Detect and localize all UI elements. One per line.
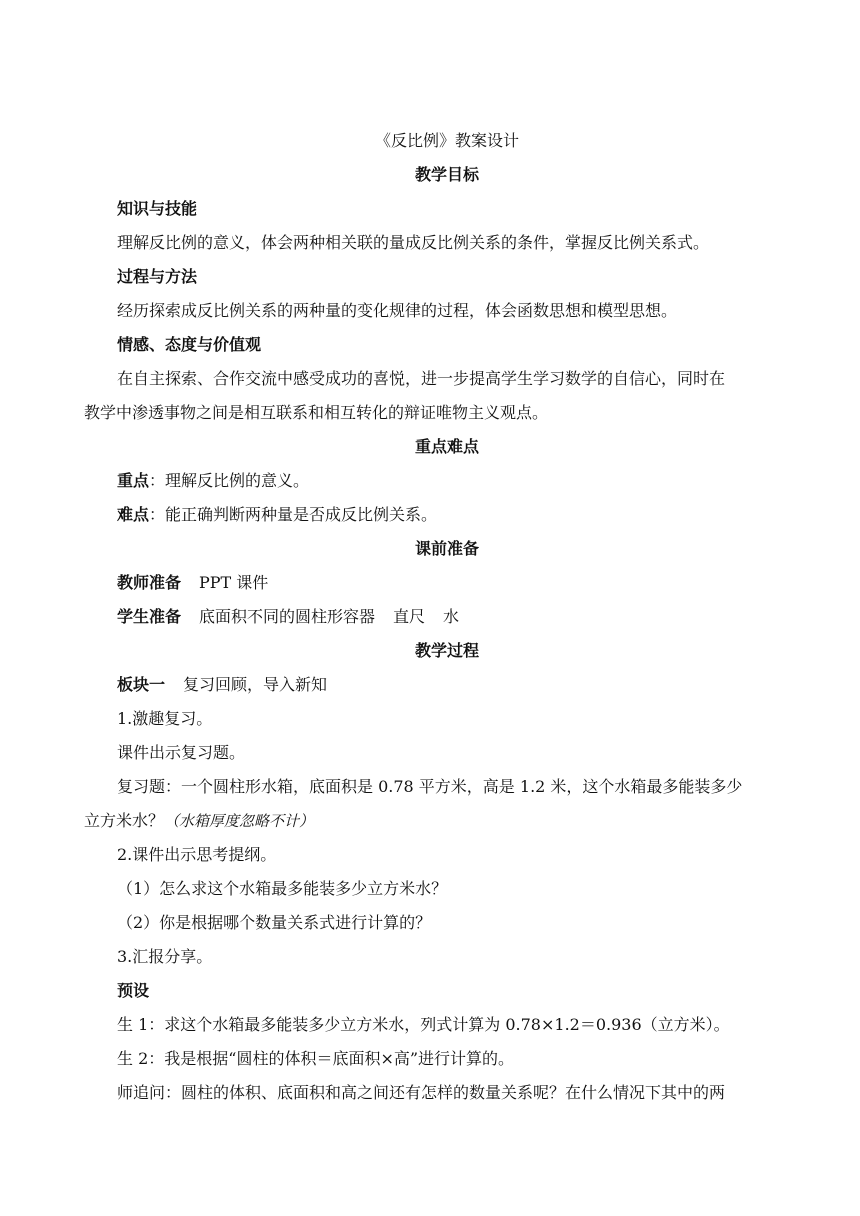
section-heading-objectives: 教学目标 [414,165,479,184]
focus-line [117,470,309,492]
review-question-end: 立方米水？ [84,811,165,830]
subheading-emotion: 情感、态度与价值观 [117,335,262,354]
block-one-line [117,674,327,696]
student-answer-1: 生 1：求这个水箱最多能装多少立方米水，列式计算为 0.78×1.2＝0.936（立方米）。 [117,1015,730,1034]
review-question-note: （水箱厚度忽略不计） [164,812,315,830]
review-question-line-1: 复习题：一个圆柱形水箱，底面积是 0.78 平方米，高是 1.2 米，这个水箱最多能装多少 [117,777,743,796]
step-1: 1.激趣复习。 [117,709,213,728]
section-heading-process: 教学过程 [414,641,479,660]
paragraph-knowledge: 理解反比例的意义，体会两种相关联的量成反比例关系的条件，掌握反比例关系式。 [117,233,710,252]
teacher-followup: 师追问：圆柱的体积、底面积和高之间还有怎样的数量关系呢？在什么情况下其中的两 [117,1083,726,1102]
paragraph-emotion-line-1: 在自主探索、合作交流中感受成功的喜悦，进一步提高学生学习数学的自信心，同时在 [117,369,726,388]
document-title: 《反比例》教案设计 [374,131,519,150]
focus-text: ：理解反比例的意义。 [149,471,310,490]
focus-label: 重点 [117,471,150,490]
student-preparation-label: 学生准备 [117,607,182,626]
step-1-detail: 课件出示复习题。 [117,743,246,762]
section-heading-key-points: 重点难点 [414,437,479,456]
block-one-text: 复习回顾，导入新知 [183,675,328,694]
student-preparation-item-1: 底面积不同的圆柱形容器 [199,607,376,626]
teacher-preparation-label: 教师准备 [117,573,182,592]
student-preparation-line [117,606,459,628]
student-preparation-item-2: 直尺 [393,607,426,626]
review-question-line-2 [84,810,314,832]
step-2: 2.课件出示思考提纲。 [117,845,277,864]
student-preparation-item-3: 水 [443,607,460,626]
paragraph-emotion-line-2: 教学中渗透事物之间是相互联系和相互转化的辩证唯物主义观点。 [84,403,549,422]
subheading-knowledge: 知识与技能 [117,199,198,218]
outline-item-1: （1）怎么求这个水箱最多能装多少立方米水？ [117,879,448,898]
teacher-preparation-line [117,572,268,594]
section-heading-preparation: 课前准备 [414,539,479,558]
difficulty-label: 难点 [117,505,150,524]
difficulty-line [117,504,437,526]
block-one-label: 板块一 [117,675,166,694]
step-3: 3.汇报分享。 [117,947,213,966]
difficulty-text: ：能正确判断两种量是否成反比例关系。 [149,505,438,524]
preset-label: 预设 [117,981,150,1000]
outline-item-2: （2）你是根据哪个数量关系式进行计算的？ [117,913,432,932]
student-answer-2: 生 2：我是根据“圆柱的体积＝底面积×高”进行计算的。 [117,1049,515,1068]
teacher-preparation-text: PPT 课件 [199,573,269,592]
subheading-method: 过程与方法 [117,267,198,286]
paragraph-method: 经历探索成反比例关系的两种量的变化规律的过程，体会函数思想和模型思想。 [117,301,678,320]
